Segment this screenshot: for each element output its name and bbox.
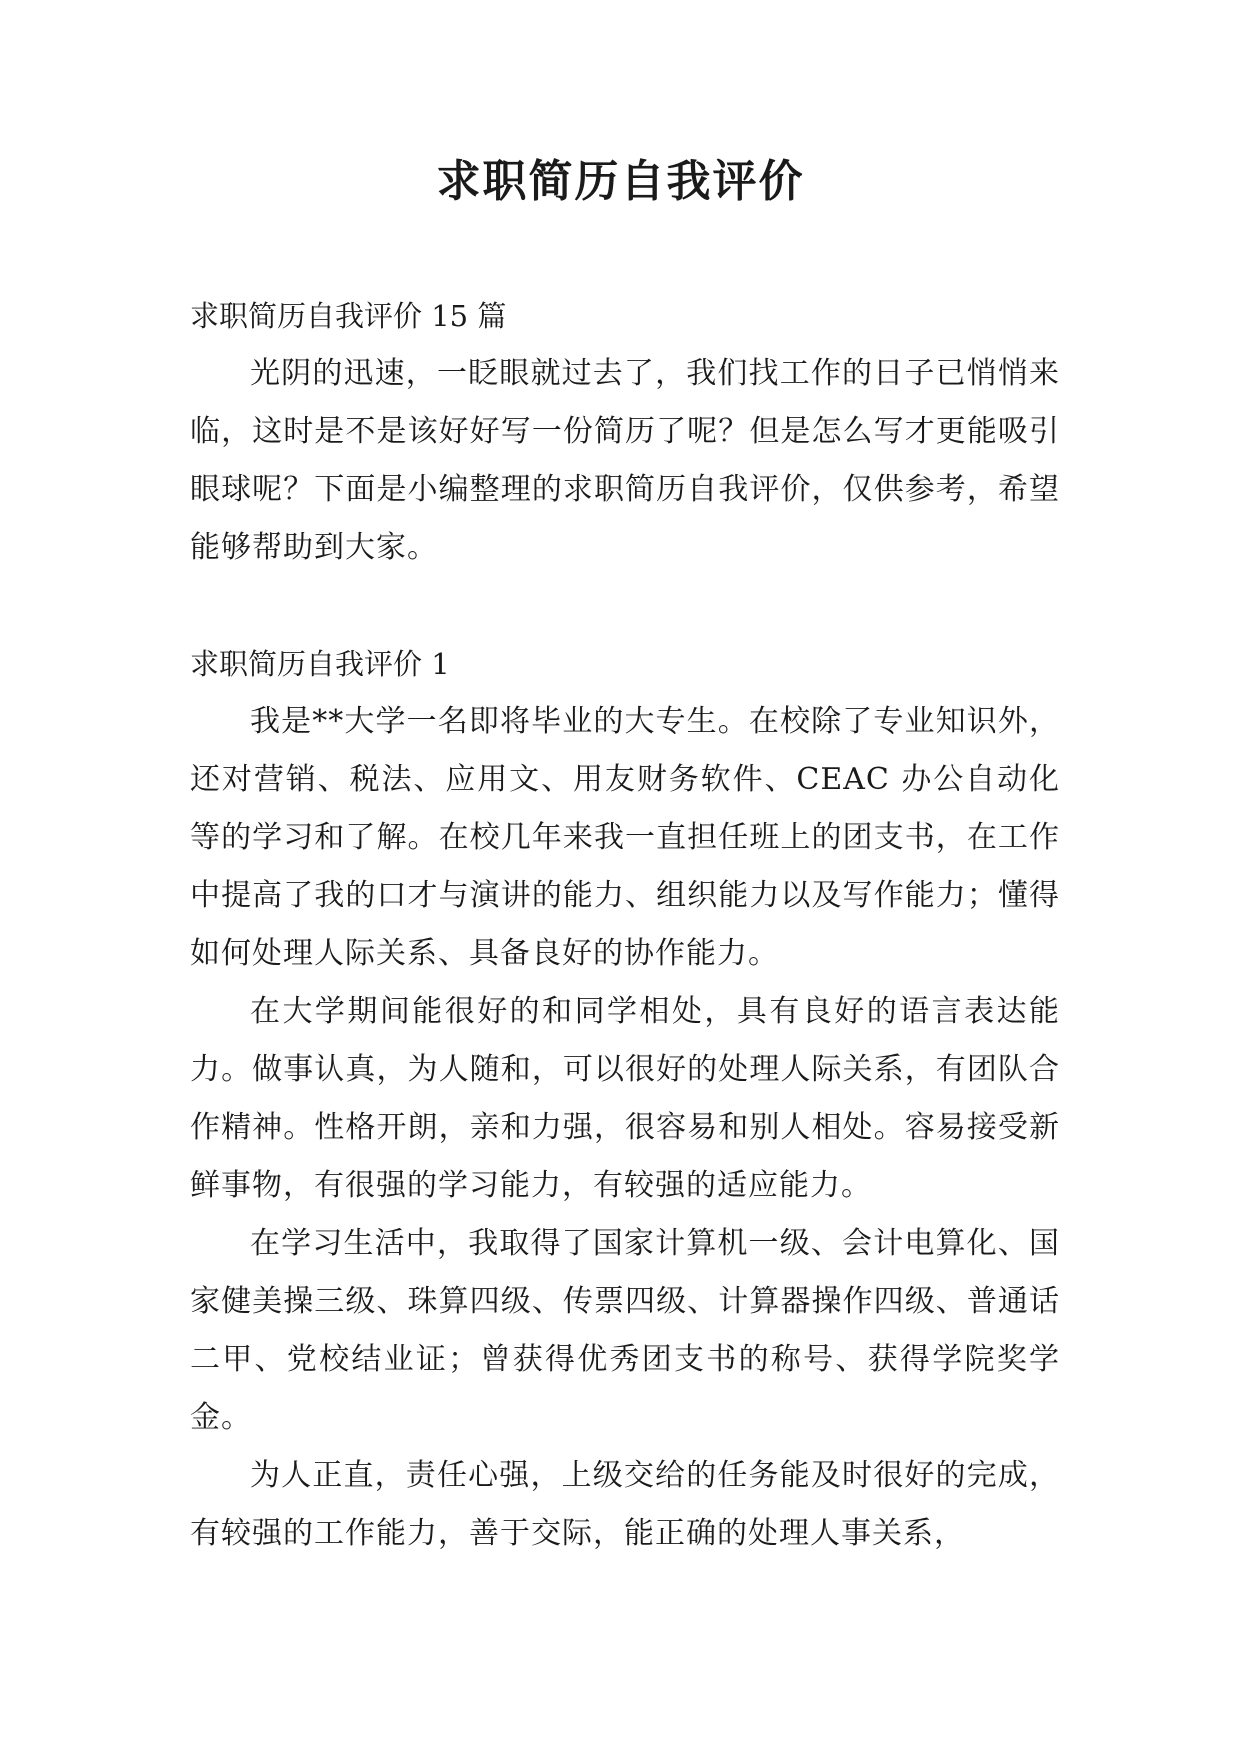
body-paragraph: 在大学期间能很好的和同学相处，具有良好的语言表达能力。做事认真，为人随和，可以很好的处理人际关系，有团队合作精神。性格开朗，亲和力强，很容易和别人相处。容易接受新鲜事物，有很强的学习能力，有较强的适应能力。	[190, 994, 1060, 1203]
body-paragraph: 为人正直，责任心强，上级交给的任务能及时很好的完成，有较强的工作能力，善于交际，能正确的处理人事关系，	[190, 1458, 1060, 1551]
body-paragraph: 我是**大学一名即将毕业的大专生。在校除了专业知识外，还对营销、税法、应用文、用友财务软件、CEAC 办公自动化等的学习和了解。在校几年来我一直担任班上的团支书，在工作中提高了我的口才与演讲的能力、组织能力以及写作能力；懂得如何处理人际关系、具备良好的协作能力。	[190, 704, 1060, 971]
document-subtitle: 求职简历自我评价 15 篇	[190, 299, 507, 333]
section-heading: 求职简历自我评价 1	[190, 647, 450, 681]
intro-paragraph: 光阴的迅速，一眨眼就过去了，我们找工作的日子已悄悄来临，这时是不是该好好写一份简历了呢？但是怎么写才更能吸引眼球呢？下面是小编整理的求职简历自我评价，仅供参考，希望能够帮助到大家。	[190, 356, 1060, 565]
document-body	[190, 287, 1060, 1563]
section-spacer	[190, 577, 1060, 635]
body-paragraph: 在学习生活中，我取得了国家计算机一级、会计电算化、国家健美操三级、珠算四级、传票四级、计算器操作四级、普通话二甲、党校结业证；曾获得优秀团支书的称号、获得学院奖学金。	[190, 1226, 1060, 1435]
document-title: 求职简历自我评价	[436, 156, 805, 207]
